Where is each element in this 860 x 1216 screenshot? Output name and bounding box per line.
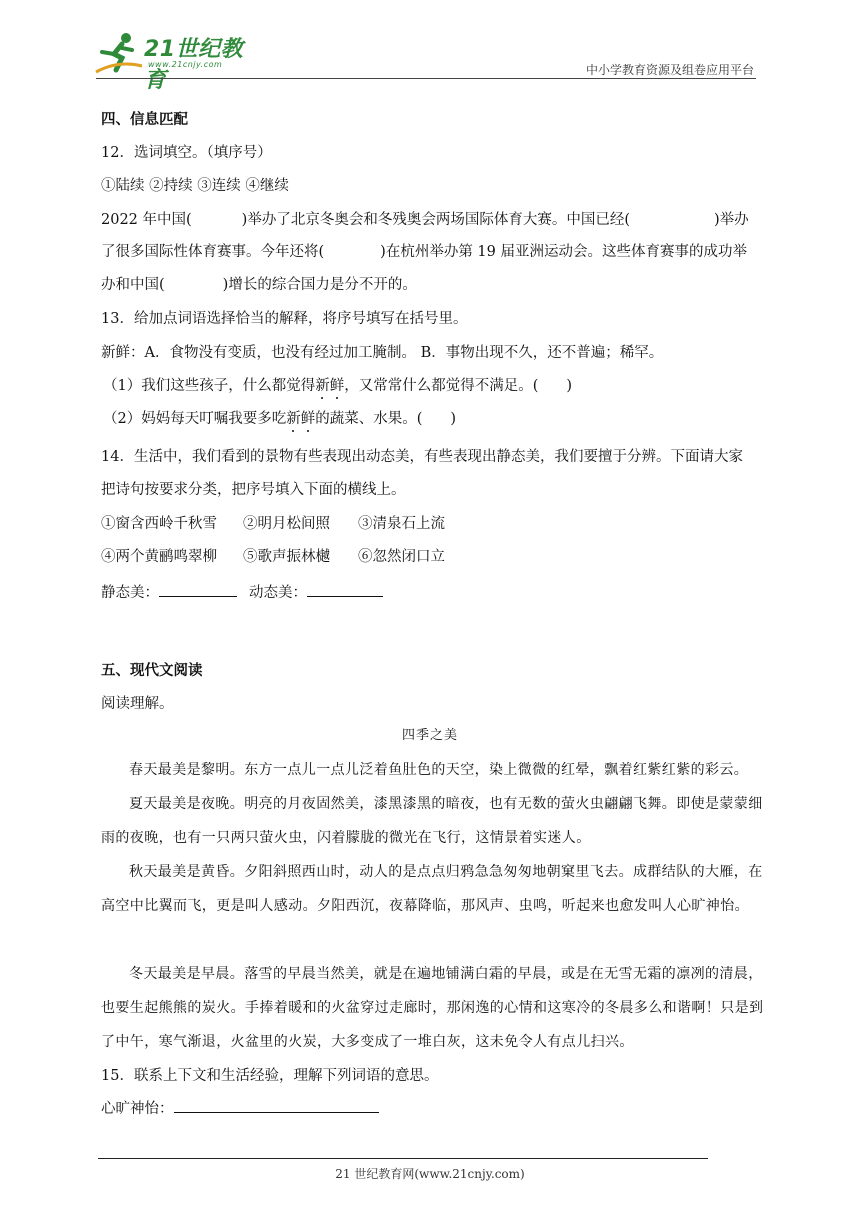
q12-line2-text-b: )在杭州举办第 19 届亚洲运动会。这些体育赛事的成功举	[380, 244, 747, 260]
q12-line-1	[101, 208, 749, 229]
footer-text: 21 世纪教育网(www.21cnjy.com)	[335, 1167, 525, 1181]
q12-line1-text-a: 2022 年中国(	[101, 212, 192, 228]
q13-sentence-1	[103, 374, 572, 395]
static-beauty-blank[interactable]	[159, 584, 237, 597]
q13-definition: 新鲜：A．食物没有变质，也没有经过加工腌制。 B．事物出现不久，还不普遍；稀罕。	[101, 345, 664, 361]
dotted-word-char: 鲜	[329, 378, 345, 394]
dotted-word-char: 新	[286, 411, 301, 427]
q13-s2-text-c: )	[450, 411, 457, 427]
header-divider	[96, 78, 756, 79]
site-logo	[92, 30, 262, 93]
q14-option: ②明月松间照	[243, 516, 330, 532]
q14-line-2: 把诗句按要求分类，把序号填入下面的横线上。	[101, 482, 406, 498]
q12-line-3	[101, 273, 417, 294]
q13-s1-text-c: )	[566, 378, 573, 394]
footer-divider	[98, 1158, 708, 1159]
q15-title: 15．联系上下文和生活经验，理解下列词语的意思。	[101, 1068, 439, 1084]
q12-line1-text-b: )举办了北京冬奥会和冬残奥会两场国际体育大赛。中国已经(	[241, 212, 630, 228]
q14-option: ④两个黄鹂鸣翠柳	[101, 549, 217, 565]
passage-title: 四季之美	[401, 728, 458, 743]
q13-s1-text-b: ，又常常什么都觉得不满足。(	[344, 378, 539, 394]
q12-line3-text-b: )增长的综合国力是分不开的。	[222, 277, 417, 293]
q12-line2-text-a: 了很多国际性体育赛事。今年还将(	[101, 244, 325, 260]
q14-option: ⑥忽然闭口立	[358, 549, 445, 565]
q13-s2-text-b: 的蔬菜、水果。(	[315, 411, 423, 427]
dotted-word-char: 新	[315, 378, 330, 394]
dynamic-beauty-label: 动态美：	[249, 585, 307, 601]
q14-option: ⑤歌声振林樾	[243, 549, 330, 565]
reading-intro: 阅读理解。	[101, 696, 174, 712]
q15-word-label: 心旷神怡：	[101, 1101, 174, 1117]
q12-line1-text-c: )举办	[713, 212, 749, 228]
logo-url: www.21cnjy.com	[148, 60, 223, 69]
q14-line-1: 14．生活中，我们看到的景物有些表现出动态美，有些表现出静态美，我们要擅于分辨。下面请大家	[101, 449, 743, 465]
q13-s2-text-a: （2）妈妈每天叮嘱我要多吃	[103, 411, 287, 427]
section-5-title: 五、现代文阅读	[101, 662, 203, 679]
logo-text: 21世纪教育	[144, 37, 244, 93]
q14-option: ③清泉石上流	[358, 516, 445, 532]
q15-answer-row	[101, 1097, 379, 1118]
q12-options: ①陆续 ②持续 ③连续 ④继续	[101, 178, 289, 194]
passage-paragraph-1: 春天最美是黎明。东方一点儿一点儿泛着鱼肚色的天空，染上微微的红晕，飘着红紫红紫的彩云。	[129, 762, 749, 778]
static-beauty-label: 静态美：	[101, 585, 159, 601]
dotted-word-char: 鲜	[300, 411, 316, 427]
q14-answers	[101, 581, 383, 602]
q13-sentence-2	[103, 407, 456, 428]
section-4-title: 四、信息匹配	[101, 111, 188, 128]
q12-title: 12．选词填空。（填序号）	[101, 145, 272, 161]
q15-answer-blank[interactable]	[174, 1100, 379, 1113]
q13-title: 13．给加点词语选择恰当的解释，将序号填写在括号里。	[101, 311, 468, 327]
passage-paragraph-2: 夏天最美是夜晚。明亮的月夜固然美，漆黑漆黑的暗夜，也有无数的萤火虫翩翩飞舞。即使是蒙蒙细雨的夜晚，也有一只两只萤火虫，闪着朦胧的微光在飞行，这情景着实迷人。	[101, 796, 763, 846]
q12-line3-text-a: 办和中国(	[101, 277, 165, 293]
q13-s1-text-a: （1）我们这些孩子，什么都觉得	[103, 378, 316, 394]
runner-logo-icon	[92, 30, 144, 76]
platform-name: 中小学教育资源及组卷应用平台	[585, 63, 754, 77]
passage-paragraph-4: 冬天最美是早晨。落雪的早晨当然美，就是在遍地铺满白霜的早晨，或是在无雪无霜的凛冽的清晨，也要生起熊熊的炭火。手捧着暖和的火盆穿过走廊时，那闲逸的心情和这寒冷的冬晨多么和谐啊！只是到了中午，寒气渐退，火盆里的火炭，大多变成了一堆白灰，这未免令人有点儿扫兴。	[101, 966, 764, 1050]
q12-line-2	[101, 240, 747, 261]
dynamic-beauty-blank[interactable]	[307, 584, 383, 597]
passage-paragraph-3: 秋天最美是黄昏。夕阳斜照西山时，动人的是点点归鸦急急匆匆地朝窠里飞去。成群结队的大雁，在高空中比翼而飞，更是叫人感动。夕阳西沉，夜幕降临，那风声、虫鸣，听起来也愈发叫人心旷神怡。	[101, 864, 763, 914]
q14-option: ①窗含西岭千秋雪	[101, 516, 217, 532]
